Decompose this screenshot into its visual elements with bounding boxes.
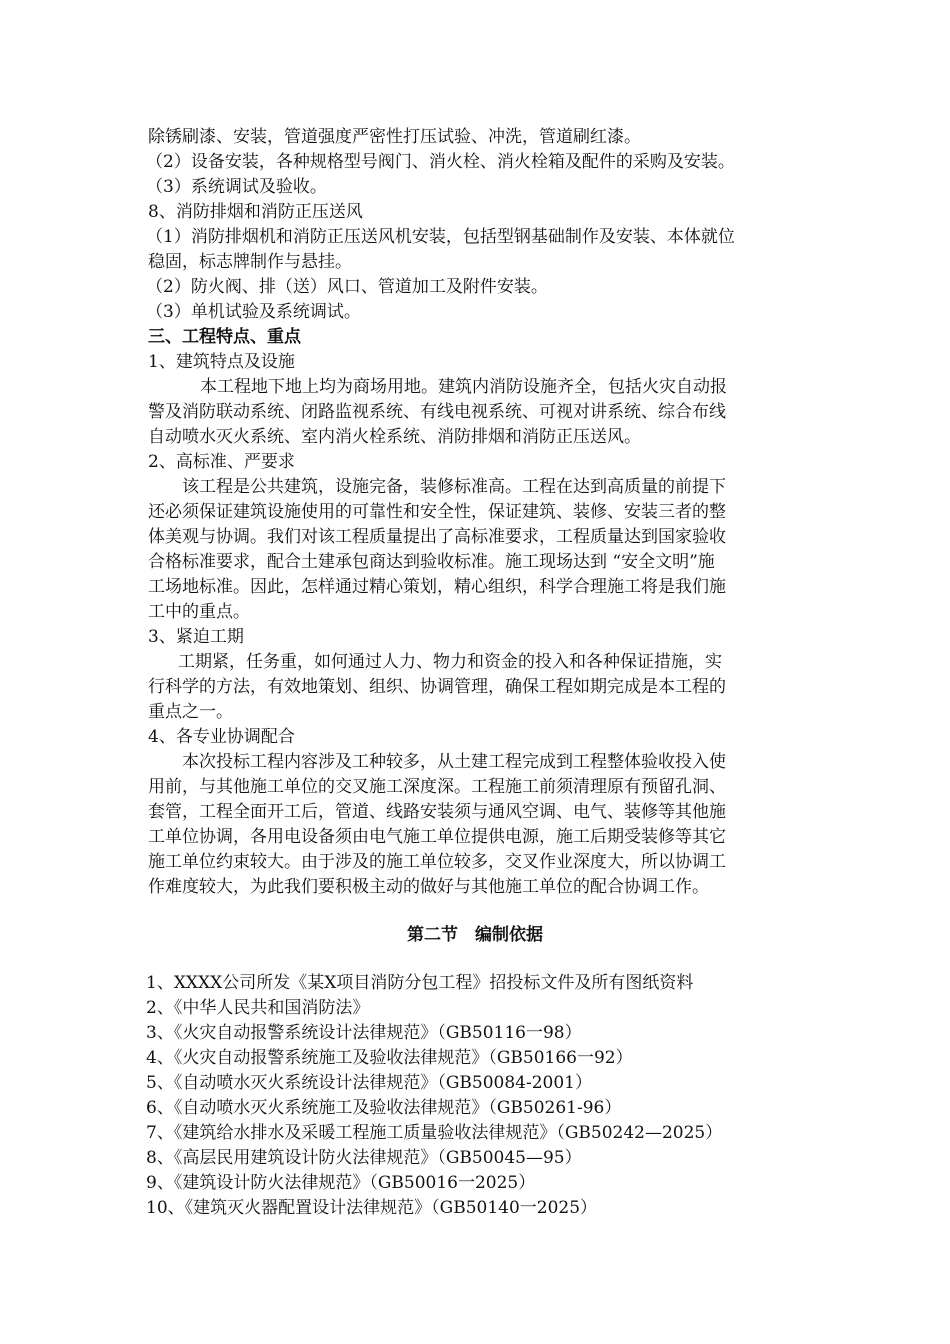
list-item: 6、《自动喷水灭火系统施工及验收法律规范》（GB50261-96） [146,1098,622,1118]
list-item: 4、《火灾自动报警系统施工及验收法律规范》（GB50166一92） [146,1048,633,1068]
subsection-heading: 8、消防排烟和消防正压送风 [148,202,363,222]
section-title: 第二节 编制依据 [407,925,543,945]
paragraph-line: 稳固，标志牌制作与悬挂。 [148,252,352,272]
paragraph-line: 警及消防联动系统、闭路监视系统、有线电视系统、可视对讲系统、综合布线 [148,402,726,422]
paragraph-line: 重点之一。 [148,702,233,722]
paragraph-line: 除锈刷漆、安装，管道强度严密性打压试验、冲洗，管道刷红漆。 [148,127,641,147]
paragraph-line: （3）单机试验及系统调试。 [146,302,361,322]
list-item: 9、《建筑设计防火法律规范》（GB50016一2025） [146,1173,536,1193]
subsection-heading: 3、紧迫工期 [148,627,244,647]
paragraph-line: 体美观与协调。我们对该工程质量提出了高标准要求，工程质量达到国家验收 [148,527,726,547]
list-item: 10、《建筑灭火器配置设计法律规范》（GB50140一2025） [146,1198,598,1218]
paragraph-line: 本工程地下地上均为商场用地。建筑内消防设施齐全，包括火灾自动报 [200,377,727,397]
paragraph-line: 工期紧，任务重，如何通过人力、物力和资金的投入和各种保证措施，实 [178,652,722,672]
paragraph-line: 施工单位约束较大。由于涉及的施工单位较多，交叉作业深度大，所以协调工 [148,852,726,872]
paragraph-line: 工单位协调，各用电设备须由电气施工单位提供电源，施工后期受装修等其它 [148,827,726,847]
section-heading: 三、工程特点、重点 [148,327,301,347]
subsection-heading: 1、建筑特点及设施 [148,352,295,372]
list-item: 2、《中华人民共和国消防法》 [146,998,370,1018]
paragraph-line: 用前，与其他施工单位的交叉施工深度深。工程施工前须清理原有预留孔洞、 [148,777,726,797]
paragraph-line: 工场地标准。因此，怎样通过精心策划，精心组织，科学合理施工将是我们施 [148,577,726,597]
paragraph-line: 自动喷水灭火系统、室内消火栓系统、消防排烟和消防正压送风。 [148,427,641,447]
paragraph-line: （2）防火阀、排（送）风口、管道加工及附件安装。 [146,277,548,297]
paragraph-line: 该工程是公共建筑，设施完备，装修标准高。工程在达到高质量的前提下 [182,477,726,497]
paragraph-line: 作难度较大，为此我们要积极主动的做好与其他施工单位的配合协调工作。 [148,877,709,897]
paragraph-line: （3）系统调试及验收。 [146,177,327,197]
paragraph-line: 套管，工程全面开工后，管道、线路安装须与通风空调、电气、装修等其他施 [148,802,726,822]
subsection-heading: 4、各专业协调配合 [148,727,295,747]
paragraph-line: 合格标准要求，配合土建承包商达到验收标准。施工现场达到 “安全文明”施 [148,552,715,572]
list-item: 7、《建筑给水排水及采暖工程施工质量验收法律规范》（GB50242—2025） [146,1123,723,1143]
paragraph-line: （2）设备安装，各种规格型号阀门、消火栓、消火栓箱及配件的采购及安装。 [146,152,735,172]
paragraph-line: 行科学的方法，有效地策划、组织、协调管理，确保工程如期完成是本工程的 [148,677,726,697]
paragraph-line: 工中的重点。 [148,602,250,622]
list-item: 1、XXXX公司所发《某X项目消防分包工程》招投标文件及所有图纸资料 [146,973,694,993]
list-item: 5、《自动喷水灭火系统设计法律规范》（GB50084-2001） [146,1073,592,1093]
paragraph-line: （1）消防排烟机和消防正压送风机安装，包括型钢基础制作及安装、本体就位 [146,227,735,247]
paragraph-line: 还必须保证建筑设施使用的可靠性和安全性，保证建筑、装修、安装三者的整 [148,502,726,522]
list-item: 8、《高层民用建筑设计防火法律规范》（GB50045—95） [146,1148,582,1168]
list-item: 3、《火灾自动报警系统设计法律规范》（GB50116一98） [146,1023,582,1043]
paragraph-line: 本次投标工程内容涉及工种较多，从土建工程完成到工程整体验收投入使 [182,752,726,772]
subsection-heading: 2、高标准、严要求 [148,452,295,472]
